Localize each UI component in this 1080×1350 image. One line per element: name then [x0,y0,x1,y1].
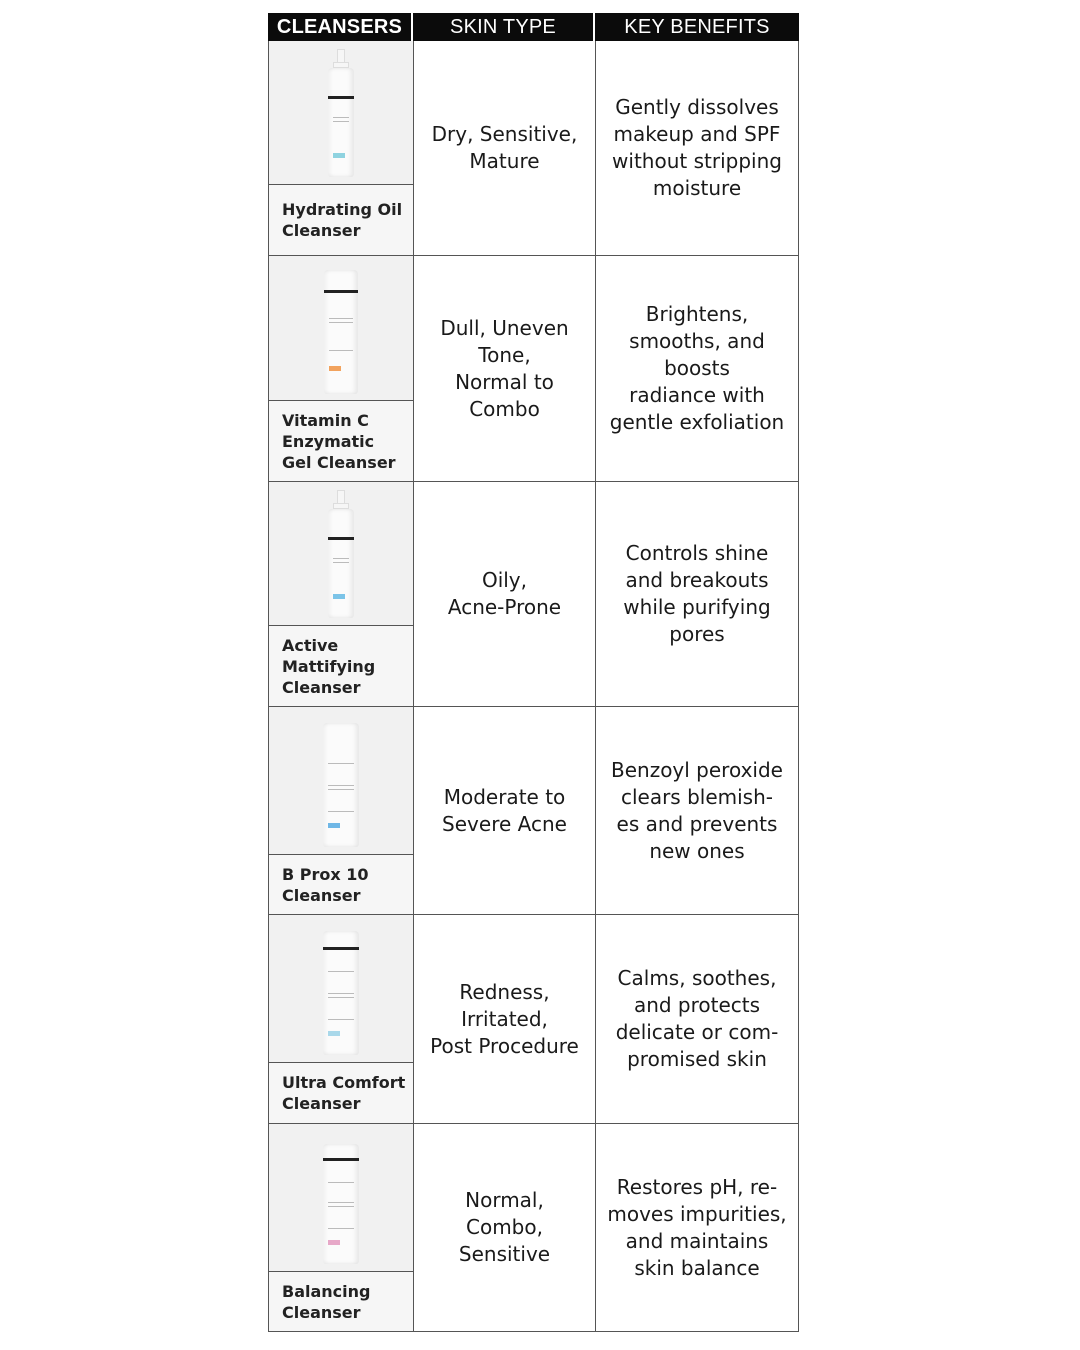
table-row [268,256,799,482]
skin-type-cell [414,256,596,481]
benefits-cell [596,707,798,914]
product-name: B Prox 10 Cleanser [269,855,413,914]
product-name: Hydrating Oil Cleanser [269,185,413,255]
header-cleansers: CLEANSERS [268,13,413,41]
product-image [269,256,413,401]
cleanser-comparison-table [268,13,799,1332]
skin-type-cell [414,482,596,706]
benefits-text: Calms, soothes, and protects delicate or com- promised skin [615,966,779,1071]
product-cell [269,707,414,914]
product-bottle [323,1144,359,1264]
product-image [269,707,413,855]
table-row [268,482,799,707]
skin-type-text: Normal, Combo, Sensitive [458,1188,551,1266]
skin-type-text: Moderate to Severe Acne [442,784,567,836]
table-row [268,41,799,256]
benefits-text: Gently dissolves makeup and SPF without stripping moisture [612,95,782,200]
product-cell [269,1124,414,1331]
product-cell [269,256,414,481]
product-image [269,915,413,1063]
product-image [269,1124,413,1272]
benefits-text: Controls shine and breakouts while purifying pores [623,541,771,646]
skin-type-text: Dull, Uneven Tone, Normal to Combo [440,315,569,421]
skin-type-text: Redness, Irritated, Post Procedure [430,979,579,1058]
product-bottle [328,490,354,618]
product-bottle [328,49,354,177]
product-bottle [323,931,359,1055]
skin-type-text: Oily, Acne-Prone [447,568,562,619]
skin-type-cell [414,41,596,255]
benefits-text: Brightens, smooths, and boosts radiance with gentle exfoliation [609,302,785,434]
product-cell [269,41,414,255]
product-name: Balancing Cleanser [269,1272,413,1331]
table-header [268,13,799,41]
table-row [268,707,799,915]
skin-type-cell [414,1124,596,1331]
product-name: Vitamin C Enzymatic Gel Cleanser [269,401,413,481]
product-name: Ultra Comfort Cleanser [269,1063,413,1123]
product-image [269,41,413,185]
benefits-text: Benzoyl peroxide clears blemish- es and prevents new ones [611,757,783,863]
product-name: Active Mattifying Cleanser [269,626,413,706]
skin-type-cell [414,915,596,1123]
benefits-cell [596,256,798,481]
skin-type-text: Dry, Sensitive, Mature [431,122,578,173]
benefits-text: Restores pH, re- moves impurities, and maintains skin balance [607,1174,787,1280]
benefits-cell [596,1124,798,1331]
benefits-cell [596,41,798,255]
product-bottle [324,270,358,394]
skin-type-cell [414,707,596,914]
product-cell [269,915,414,1123]
product-bottle [323,723,359,847]
header-skin-type: SKIN TYPE [413,13,595,41]
product-image [269,482,413,626]
benefits-cell [596,482,798,706]
table-row [268,915,799,1124]
table-row [268,1124,799,1332]
header-key-benefits: KEY BENEFITS [624,15,770,38]
benefits-cell [596,915,798,1123]
product-cell [269,482,414,706]
